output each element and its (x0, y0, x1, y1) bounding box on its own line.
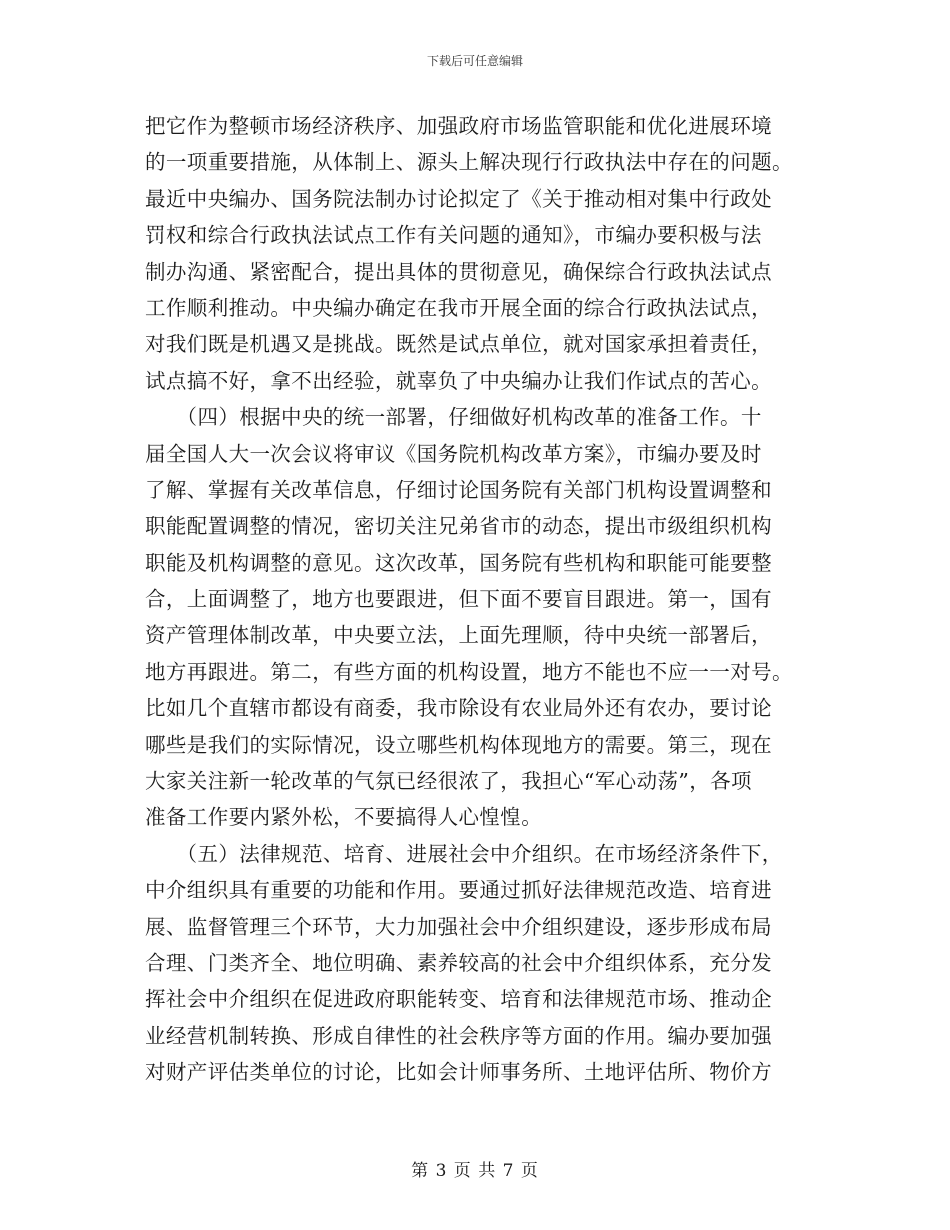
text-line: 的一项重要措施，从体制上、源头上解决现行行政执法中存在的问题。 (145, 150, 793, 175)
text-line: 大家关注新一轮改革的气氛已经很浓了，我担心“军心动荡”，各项 (145, 769, 752, 794)
text-line: 业经营机制转换、形成自律性的社会秩序等方面的作用。编办要加强 (145, 1023, 772, 1048)
text-line: 了解、掌握有关改革信息，仔细讨论国务院有关部门机构设置调整和 (145, 477, 772, 502)
text-line: 对财产评估类单位的讨论，比如会计师事务所、土地评估所、物价方 (145, 1060, 772, 1085)
text-line: （五）法律规范、培育、进展社会中介组织。在市场经济条件下， (145, 841, 783, 866)
text-line: 对我们既是机遇又是挑战。既然是试点单位，就对国家承担着责任， (145, 332, 772, 357)
text-line: 职能配置调整的情况，密切关注兄弟省市的动态，提出市级组织机构 (145, 514, 772, 539)
text-line: 资产管理体制改革，中央要立法，上面先理顺，待中央统一部署后， (145, 623, 772, 648)
text-line: 最近中央编办、国务院法制办讨论拟定了《关于推动相对集中行政处 (145, 186, 772, 211)
document-body (145, 108, 805, 1091)
text-line: 哪些是我们的实际情况，设立哪些机构体现地方的需要。第三，现在 (145, 732, 772, 757)
page-header: 下载后可任意编辑 (426, 54, 523, 68)
text-line: 罚权和综合行政执法试点工作有关问题的通知》，市编办要积极与法 (145, 223, 762, 248)
text-line: 地方再跟进。第二，有些方面的机构设置，地方不能也不应一一对号。 (145, 659, 793, 684)
text-line: 合理、门类齐全、地位明确、素养较高的社会中介组织体系，充分发 (145, 950, 772, 975)
page-number: 第 3 页 共 7 页 (411, 1161, 539, 1181)
text-line: 职能及机构调整的意见。这次改革，国务院有些机构和职能可能要整 (145, 550, 772, 575)
text-line: 届全国人大一次会议将审议《国务院机构改革方案》，市编办要及时 (145, 441, 762, 466)
text-line: 展、监督管理三个环节，大力加强社会中介组织建设，逐步形成布局 (145, 914, 772, 939)
text-line: 准备工作要内紧外松，不要搞得人心惶惶。 (145, 805, 543, 830)
text-line: 把它作为整顿市场经济秩序、加强政府市场监管职能和优化进展环境 (145, 114, 772, 138)
text-line: 工作顺利推动。中央编办确定在我市开展全面的综合行政执法试点， (145, 295, 772, 320)
text-line: 挥社会中介组织在促进政府职能转变、培育和法律规范市场、推动企 (145, 987, 772, 1012)
text-line: 制办沟通、紧密配合，提出具体的贯彻意见，确保综合行政执法试点 (145, 259, 772, 284)
text-line: 中介组织具有重要的功能和作用。要通过抓好法律规范改造、培育进 (145, 878, 772, 903)
text-line: 试点搞不好，拿不出经验，就辜负了中央编办让我们作试点的苦心。 (145, 368, 772, 393)
text-line: 合，上面调整了，地方也要跟进，但下面不要盲目跟进。第一，国有 (145, 587, 772, 612)
text-line: 比如几个直辖市都设有商委，我市除设有农业局外还有农办，要讨论 (145, 696, 772, 721)
text-line: （四）根据中央的统一部署，仔细做好机构改革的准备工作。十 (145, 405, 762, 430)
